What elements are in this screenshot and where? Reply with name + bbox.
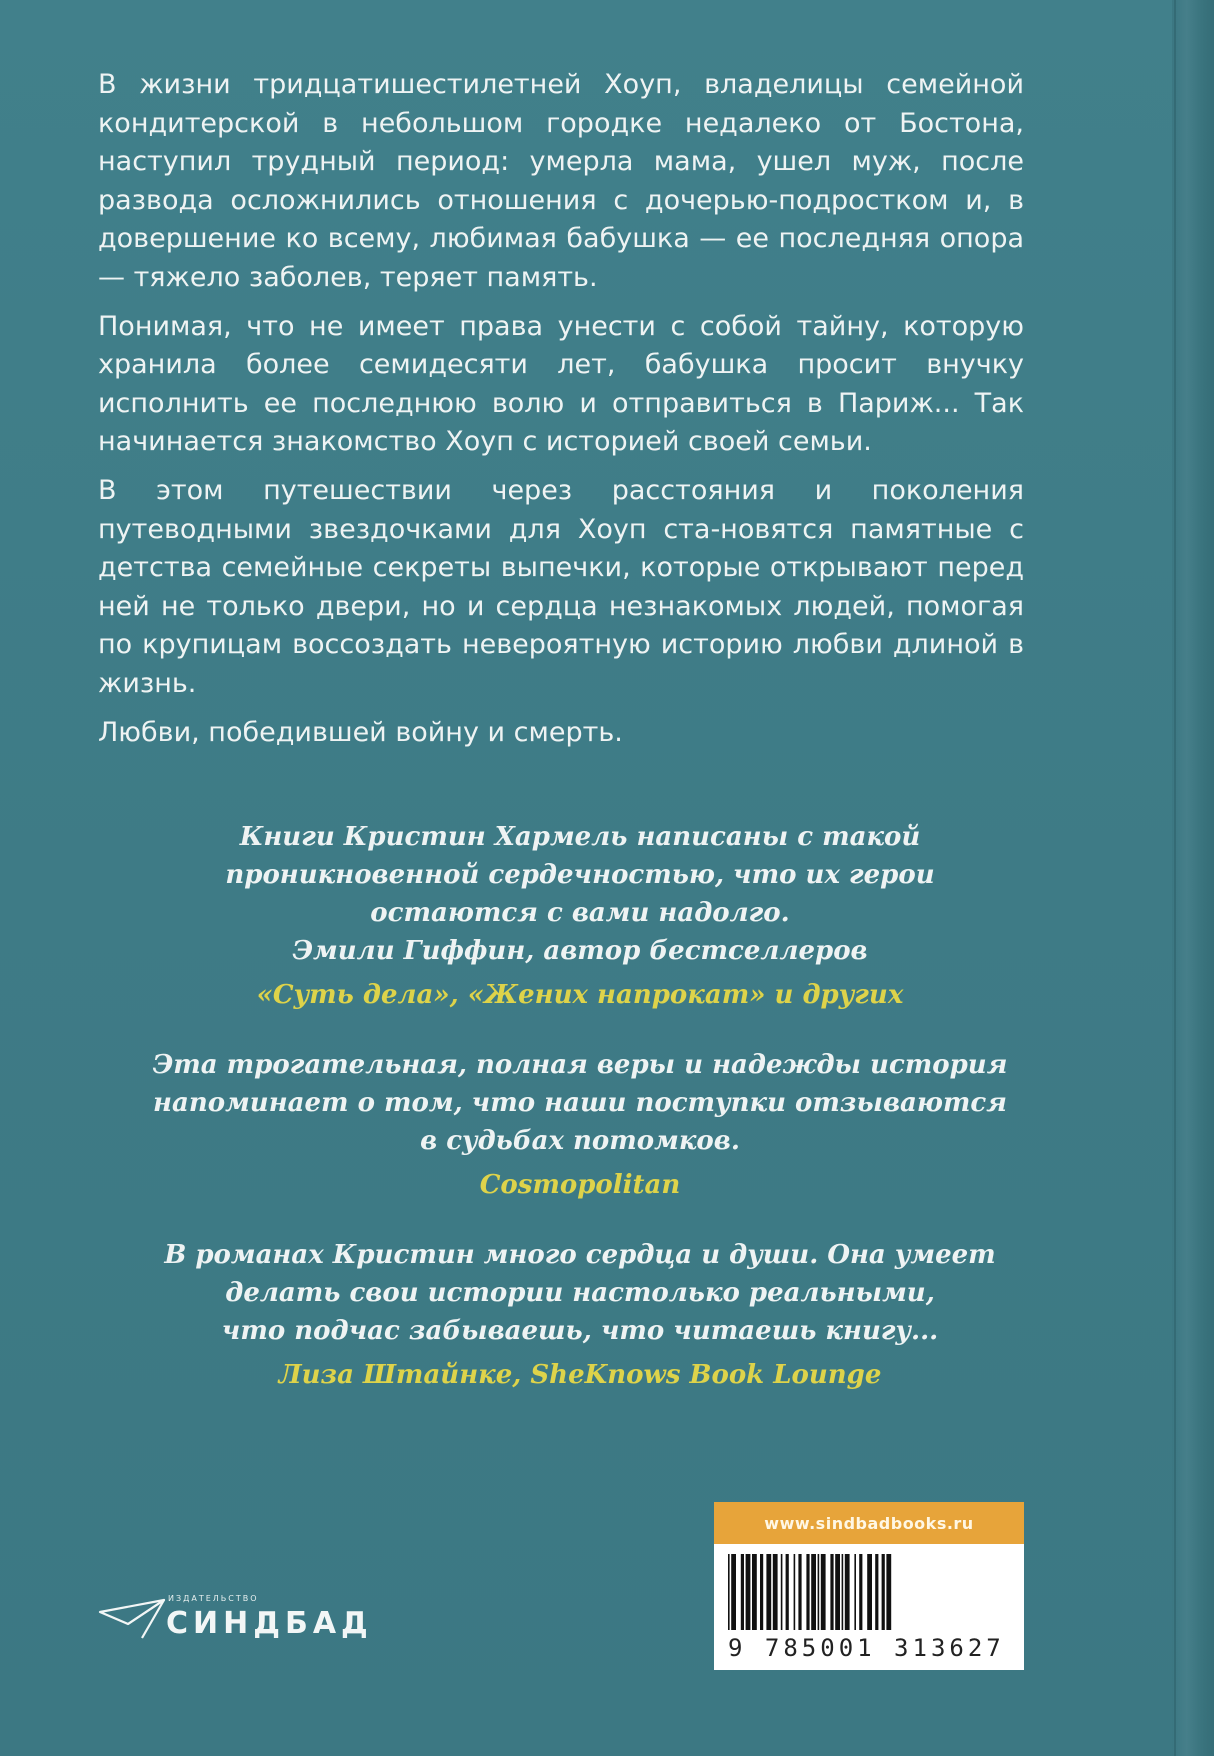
quote-line: напоминает о том, что наши поступки отзываются [153,1088,1007,1118]
blurb-paragraph-1: В жизни тридцатишестилетней Хоуп, владелицы семейной кондитерской в небольшом городке недалеко от Бостона, наступил трудный период: умерла мама, ушел муж, после развода осложнились отношения с дочерью-подростком и, в довершение ко всему, любимая бабушка — ее последняя опора — тяжело заболев, теряет память. [98,69,1024,293]
barcode-bar [845,1554,850,1630]
barcode-bar [821,1554,826,1630]
barcode-bar [859,1554,862,1630]
barcode-bar [875,1554,878,1630]
book-spine-edge [1172,0,1214,1756]
barcode-bar [830,1554,833,1630]
review-quote-3 [120,1236,1040,1394]
barcode-bar [842,1554,844,1630]
quote-line: проникновенной сердечностью, что их герои [225,860,935,890]
quote-attribution: Эмили Гиффин, автор бестселлеров [292,936,868,966]
barcode-bar [806,1554,809,1630]
quote-line: в судьбах потомков. [420,1126,740,1156]
barcode-bar [818,1554,820,1630]
quote-source: Лиза Штайнке, SheKnows Book Lounge [278,1360,882,1390]
barcode-bar [835,1554,840,1630]
review-quotes [120,818,1040,1426]
publisher-name: СИНДБАД [166,1606,373,1641]
review-quote-1 [120,818,1040,1014]
barcode-bar [882,1554,885,1630]
publisher-url: www.sindbadbooks.ru [714,1502,1024,1544]
barcode-bar [798,1554,801,1630]
blurb-paragraph-3: В этом путешествии через расстояния и поколения путеводными звездочками для Хоуп ста-новятся памятные с детства семейные секреты выпечки, которые открывают перед ней не только двери, но и сердца незнакомых людей, помогая по крупицам воссоздать невероятную историю любви длиной в жизнь. [98,474,1024,699]
barcode-bar [741,1554,744,1630]
quote-line: что подчас забываешь, что читаешь книгу... [221,1316,939,1346]
blurb-text [98,66,1024,762]
quote-source: «Суть дела», «Жених напрокат» и других [256,980,904,1010]
spine-fold-line [1174,0,1176,1756]
review-quote-2 [120,1046,1040,1204]
isbn-digits: 9 785001 313627 [728,1634,1005,1662]
barcode-bar [760,1554,763,1630]
barcode-bar [766,1554,771,1630]
barcode-bar [752,1554,757,1630]
barcode-bar [854,1554,856,1630]
quote-line: Эта трогательная, полная веры и надежды история [152,1050,1008,1080]
isbn-barcode [714,1502,1024,1670]
barcode-bar [773,1554,778,1630]
barcode-bar [794,1554,796,1630]
quote-line: остаются с вами надолго. [370,898,790,928]
quote-line: В романах Кристин много сердца и души. Она умеет [164,1240,996,1270]
barcode-bar [781,1554,783,1630]
barcode-bar [886,1554,891,1630]
barcode-bar [786,1554,789,1630]
barcode-bars [726,1554,1012,1634]
barcode-bar [867,1554,872,1630]
blurb-paragraph-4: Любви, победившей войну и смерть. [98,716,623,748]
barcode-bar [728,1554,730,1630]
barcode-bar [811,1554,816,1630]
barcode-bar [746,1554,751,1630]
quote-source: Cosmopolitan [479,1170,681,1200]
paper-plane-icon [98,1590,168,1650]
blurb-paragraph-2: Понимая, что не имеет права унести с собой тайну, которую хранила более семидесяти лет, бабушка просит внучку исполнить ее последнюю волю и отправиться в Париж... Так начинается знакомство Хоуп с историей своей семьи. [98,310,1024,458]
quote-line: делать свои истории настолько реальными, [225,1278,935,1308]
publisher-logo [98,1590,378,1670]
barcode-bar [731,1554,736,1630]
quote-line: Книги Кристин Хармель написаны с такой [239,822,921,852]
publisher-tagline: ИЗДАТЕЛЬСТВО [168,1594,259,1603]
